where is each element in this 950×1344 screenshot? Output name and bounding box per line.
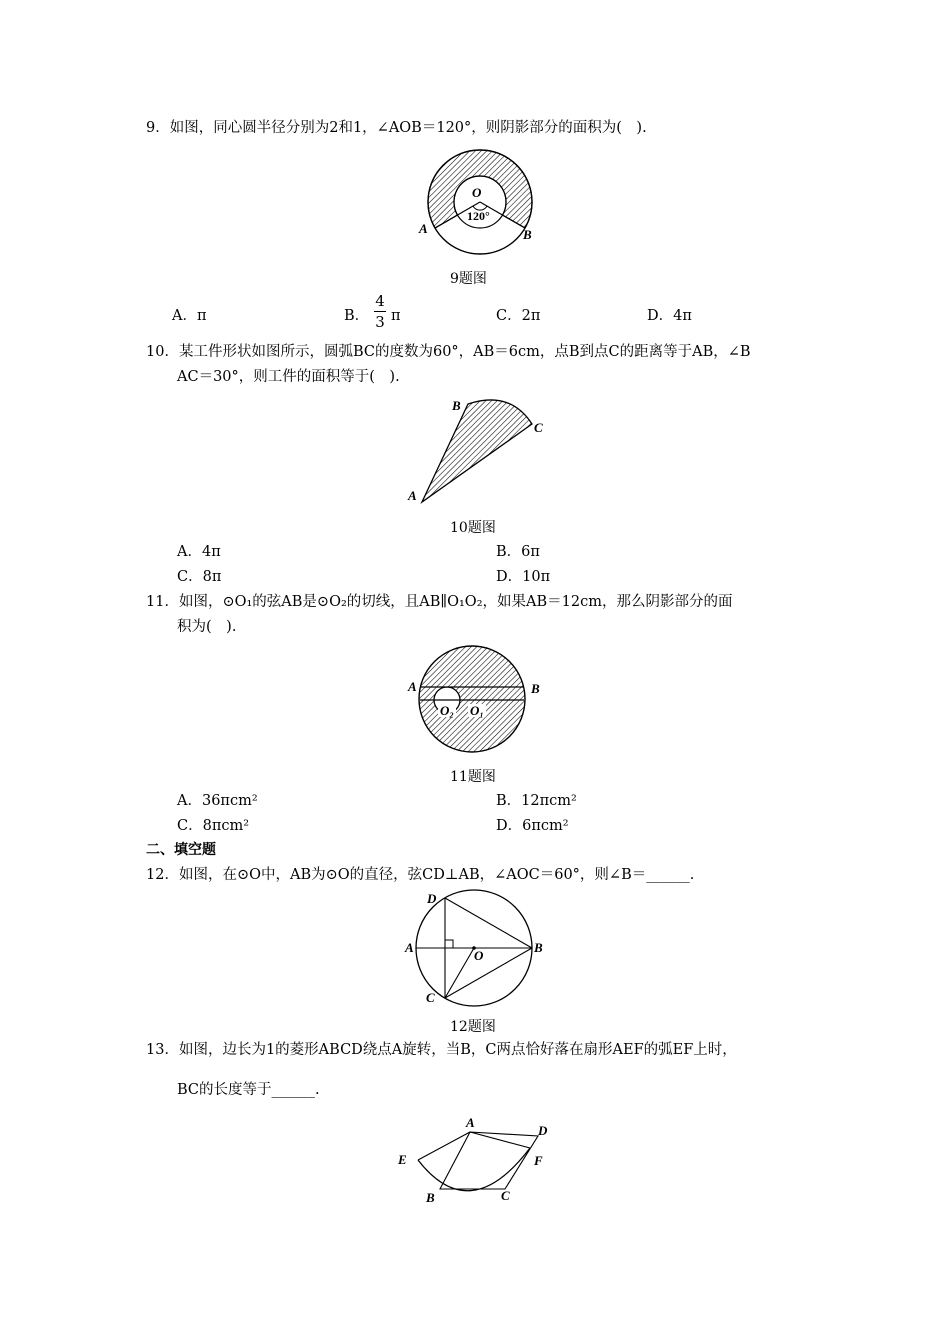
q12-stem: 12．如图，在⊙O中，AB为⊙O的直径，弦CD⊥AB，∠AOC＝60°，则∠B＝______.	[146, 867, 695, 883]
q13-label-d: D	[538, 1123, 548, 1138]
q9-option-a: A．π	[172, 308, 207, 324]
q11-option-d: D．6πcm²	[496, 818, 569, 834]
section-heading-fill-in: 二、填空题	[146, 842, 216, 858]
q9-stem: 9．如图，同心圆半径分别为2和1，∠AOB＝120°，则阴影部分的面积为( ).	[146, 120, 647, 136]
q10-label-a: A	[408, 488, 417, 503]
q13-label-f: F	[534, 1153, 543, 1168]
q11-label-b: B	[531, 681, 540, 696]
q9-option-b-fraction	[374, 293, 386, 330]
q9-option-b-suffix: π	[391, 308, 401, 324]
q12-caption: 12题图	[450, 1019, 496, 1035]
q9-option-c: C．2π	[496, 308, 541, 324]
q9-label-a: A	[419, 221, 428, 236]
q12-label-a: A	[405, 940, 414, 955]
q10-stem-line1: 10．某工件形状如图所示，圆弧BC的度数为60°，AB＝6cm，点B到点C的距离等于AB，∠B	[146, 344, 751, 360]
q11-label-o2: O₂	[440, 703, 454, 718]
q12-label-c: C	[426, 990, 435, 1005]
q9-label-angle: 120°	[467, 209, 490, 223]
q11-option-b: B．12πcm²	[496, 793, 577, 809]
q9-option-b-prefix: B．	[344, 308, 370, 324]
q10-stem-line2: AC＝30°，则工件的面积等于( ).	[177, 369, 400, 385]
q13-stem-line2: BC的长度等于______.	[177, 1082, 320, 1098]
q9-option-b-denominator: 3	[375, 313, 385, 331]
q11-option-a: A．36πcm²	[177, 793, 258, 809]
q11-caption: 11题图	[450, 769, 496, 785]
q9-option-d: D．4π	[647, 308, 692, 324]
q10-option-c: C．8π	[177, 569, 222, 585]
q10-shaded-region	[422, 400, 532, 502]
q13-label-a: A	[466, 1115, 475, 1130]
q12-label-d: D	[427, 891, 437, 906]
q9-caption: 9题图	[450, 271, 487, 287]
q13-stem-line1: 13．如图，边长为1的菱形ABCD绕点A旋转，当B，C两点恰好落在扇形AEF的弧EF上时，	[146, 1042, 737, 1058]
q13-label-b: B	[426, 1190, 435, 1205]
q10-label-c: C	[534, 420, 543, 435]
q10-option-d: D．10π	[496, 569, 551, 585]
q9-figure	[410, 148, 540, 258]
q9-label-o: O	[472, 185, 482, 200]
q10-label-b: B	[452, 398, 461, 413]
q9-label-b: B	[523, 227, 532, 242]
q11-stem-line2: 积为( ).	[177, 619, 237, 635]
q9-option-b-numerator: 4	[375, 292, 385, 310]
q11-figure	[400, 644, 560, 756]
q12-label-b: B	[534, 940, 543, 955]
q11-stem-line1: 11．如图，⊙O₁的弦AB是⊙O₂的切线，且AB∥O₁O₂，如果AB＝12cm，那么阴影部分的面	[146, 594, 733, 610]
q10-figure	[400, 390, 560, 508]
q13-label-c: C	[501, 1188, 510, 1203]
q10-caption: 10题图	[450, 520, 496, 536]
q10-option-a: A．4π	[177, 544, 221, 560]
q11-label-a: A	[408, 679, 417, 694]
q10-option-b: B．6π	[496, 544, 540, 560]
q13-label-e: E	[398, 1152, 407, 1167]
q12-figure	[400, 888, 560, 1016]
q13-figure	[390, 1112, 560, 1208]
q11-option-c: C．8πcm²	[177, 818, 250, 834]
q11-label-o1: O₁	[470, 703, 484, 718]
q12-label-o: O	[474, 948, 484, 963]
